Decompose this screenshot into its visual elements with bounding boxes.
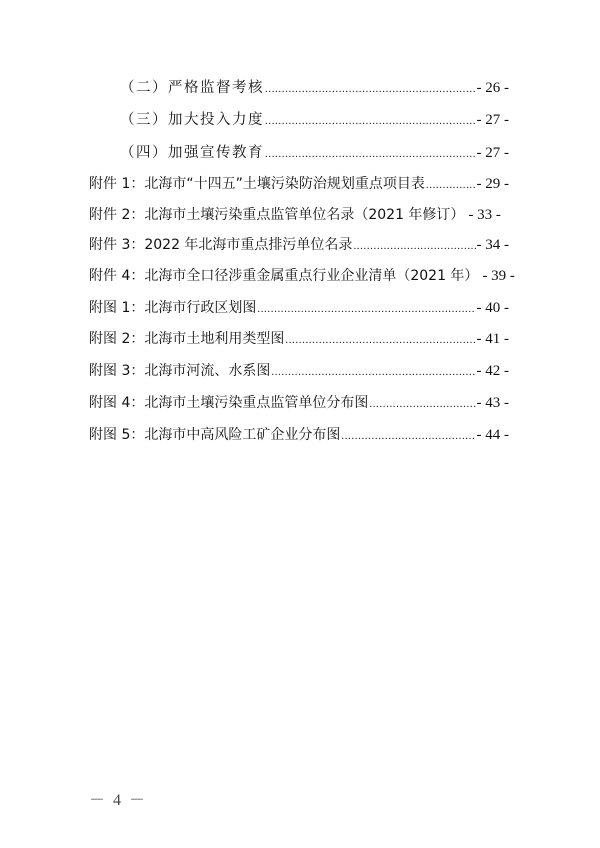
toc-entry-page: - 33 -: [468, 207, 501, 223]
toc-entry-page: - 42 -: [476, 363, 509, 379]
dot-leader: [265, 78, 476, 100]
toc-entry[interactable]: [89, 297, 509, 319]
toc-entry-label: 附件 3：2022 年北海市重点排污单位名录: [89, 237, 353, 253]
toc-entry[interactable]: [89, 204, 509, 226]
dot-leader: [265, 110, 476, 132]
toc-entry-label: 附图 3：北海市河流、水系图: [89, 363, 271, 379]
toc-entry-page: - 39 -: [482, 268, 515, 284]
toc-entry-label: 附图 5：北海市中高风险工矿企业分布图: [89, 427, 341, 443]
toc-entry-label: （二）严格监督考核: [120, 80, 264, 96]
toc-entry-page: - 26 -: [476, 80, 509, 96]
toc-entry[interactable]: [120, 109, 509, 131]
toc-entry-page: - 44 -: [476, 427, 509, 443]
toc-entry[interactable]: [89, 392, 509, 414]
toc-entry-page: - 41 -: [476, 331, 509, 347]
toc-entry-label: 附图 2：北海市土地利用类型图: [89, 331, 285, 347]
dot-leader: [285, 329, 475, 351]
toc-entry-page: - 40 -: [476, 300, 509, 316]
dot-leader: [265, 143, 476, 165]
toc-entry-label: （三）加大投入力度: [120, 112, 264, 128]
dot-leader: [257, 298, 475, 320]
toc-entry-label: （四）加强宣传教育: [120, 145, 264, 161]
toc-entry[interactable]: [89, 265, 529, 287]
toc-entry-label: 附图 1：北海市行政区划图: [89, 300, 257, 316]
toc-entry[interactable]: [120, 77, 509, 99]
dot-leader: [341, 425, 475, 447]
toc-entry[interactable]: [89, 360, 509, 382]
dot-leader: [353, 235, 475, 257]
dot-leader: [369, 393, 475, 415]
toc-entry-page: - 29 -: [476, 176, 509, 192]
page-number: － 4 －: [89, 792, 148, 809]
toc-entry[interactable]: [89, 234, 509, 256]
toc-entry[interactable]: [89, 328, 509, 350]
toc-entry-page: - 27 -: [476, 112, 509, 128]
toc-entry-label: 附图 4：北海市土壤污染重点监管单位分布图: [89, 395, 369, 411]
toc-entry-page: - 27 -: [476, 145, 509, 161]
toc-entry-page: - 43 -: [476, 395, 509, 411]
toc-entry-page: - 34 -: [476, 237, 509, 253]
toc-entry[interactable]: [89, 424, 509, 446]
toc-entry-label: 附件 4：北海市全口径涉重金属重点行业企业清单（2021 年）: [89, 268, 479, 284]
toc-entry-label: 附件 1：北海市“十四五”土壤污染防治规划重点项目表: [89, 176, 425, 192]
toc-entry-label: 附件 2：北海市土壤污染重点监管单位名录（2021 年修订）: [89, 207, 465, 223]
toc-entry[interactable]: [120, 142, 509, 164]
dot-leader: [426, 174, 476, 196]
toc-entry[interactable]: [89, 173, 509, 195]
dot-leader: [271, 361, 475, 383]
